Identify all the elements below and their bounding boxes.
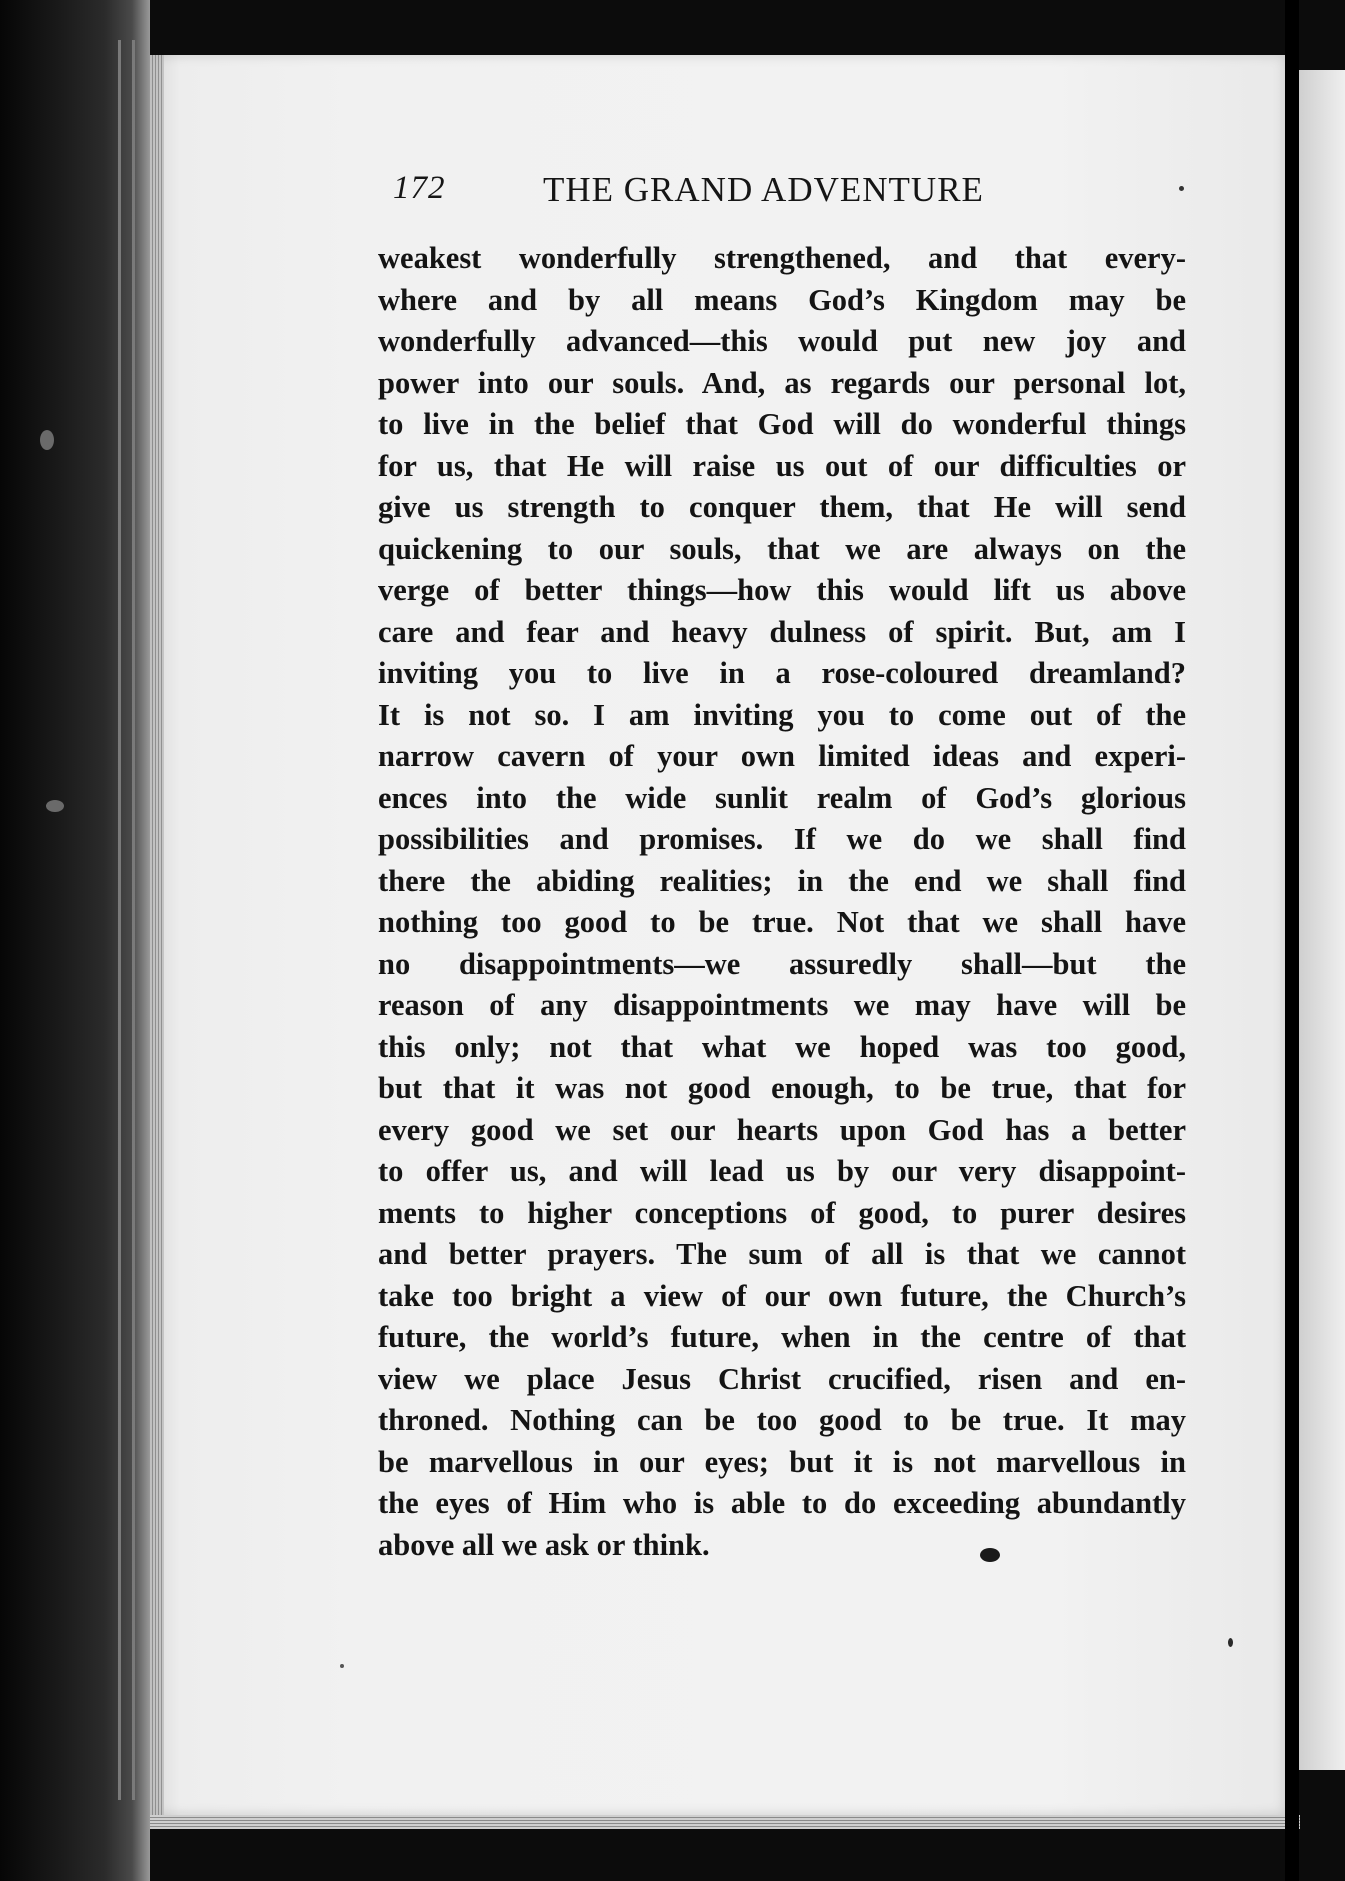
text-line: ments to higher conceptions of good, to purer desires [378, 1195, 1186, 1230]
text-line: wonderfully advanced—this would put new joy and [378, 324, 1186, 358]
next-page-edge [1299, 70, 1345, 1770]
scan-blot [40, 430, 54, 450]
text-line: power into our souls. And, as regards our personal lot, [378, 365, 1186, 400]
text-line: view we place Jesus Christ crucified, risen and en- [378, 1361, 1186, 1396]
spine-edge-line [118, 40, 121, 1800]
text-line: and better prayers. The sum of all is that we cannot [378, 1237, 1186, 1271]
ink-speck [1228, 1638, 1233, 1647]
book-spine [0, 0, 150, 1881]
text-line: where and by all means God’s Kingdom may be [378, 282, 1186, 317]
text-line: take too bright a view of our own future, the Church’s [378, 1278, 1186, 1313]
text-line: weakest wonderfully strengthened, and that every- [378, 241, 1186, 275]
page-left-edge [150, 55, 164, 1825]
text-line: narrow cavern of your own limited ideas and experi- [378, 739, 1186, 773]
text-line: above all we ask or think. [378, 1527, 710, 1562]
text-line: but that it was not good enough, to be true, that for [378, 1071, 1186, 1105]
text-line: ences into the wide sunlit realm of God’s glorious [378, 780, 1186, 815]
text-line: throned. Nothing can be too good to be true. It may [378, 1403, 1186, 1437]
ink-blot [980, 1548, 1000, 1562]
text-line: the eyes of Him who is able to do exceeding abundantly [378, 1486, 1186, 1520]
text-line: to live in the belief that God will do wonderful things [378, 407, 1186, 441]
page-bottom-edge [150, 1815, 1300, 1829]
text-line: every good we set our hearts upon God has a better [378, 1112, 1186, 1147]
text-line: there the abiding realities; in the end we shall find [378, 863, 1186, 898]
text-line: It is not so. I am inviting you to come out of the [378, 697, 1186, 732]
text-line: be marvellous in our eyes; but it is not marvellous in [378, 1444, 1186, 1479]
text-line: this only; not that what we hoped was too good, [378, 1029, 1186, 1064]
scan-blot [46, 800, 64, 812]
running-head: THE GRAND ADVENTURE [543, 170, 984, 209]
page-number: 172 [393, 170, 446, 206]
text-line: for us, that He will raise us out of our difficulties or [378, 448, 1186, 483]
text-line: possibilities and promises. If we do we shall find [378, 822, 1186, 856]
ink-speck [340, 1664, 344, 1668]
text-line: nothing too good to be true. Not that we shall have [378, 905, 1186, 939]
text-line: inviting you to live in a rose-coloured dreamland? [378, 656, 1186, 690]
page-gutter [1285, 0, 1299, 1881]
text-line: to offer us, and will lead us by our very disappoint- [378, 1154, 1186, 1188]
body-text [378, 238, 1186, 1566]
ink-speck [1179, 186, 1184, 191]
text-line: care and fear and heavy dulness of spirit. But, am I [378, 614, 1186, 649]
text-line: verge of better things—how this would lift us above [378, 573, 1186, 607]
spine-edge-line [132, 40, 135, 1800]
page-header [393, 170, 1193, 220]
text-line: give us strength to conquer them, that He will send [378, 490, 1186, 524]
text-line: quickening to our souls, that we are always on the [378, 531, 1186, 566]
text-line: future, the world’s future, when in the centre of that [378, 1320, 1186, 1354]
text-line: reason of any disappointments we may have will be [378, 988, 1186, 1022]
text-line: no disappointments—we assuredly shall—but the [378, 946, 1186, 981]
